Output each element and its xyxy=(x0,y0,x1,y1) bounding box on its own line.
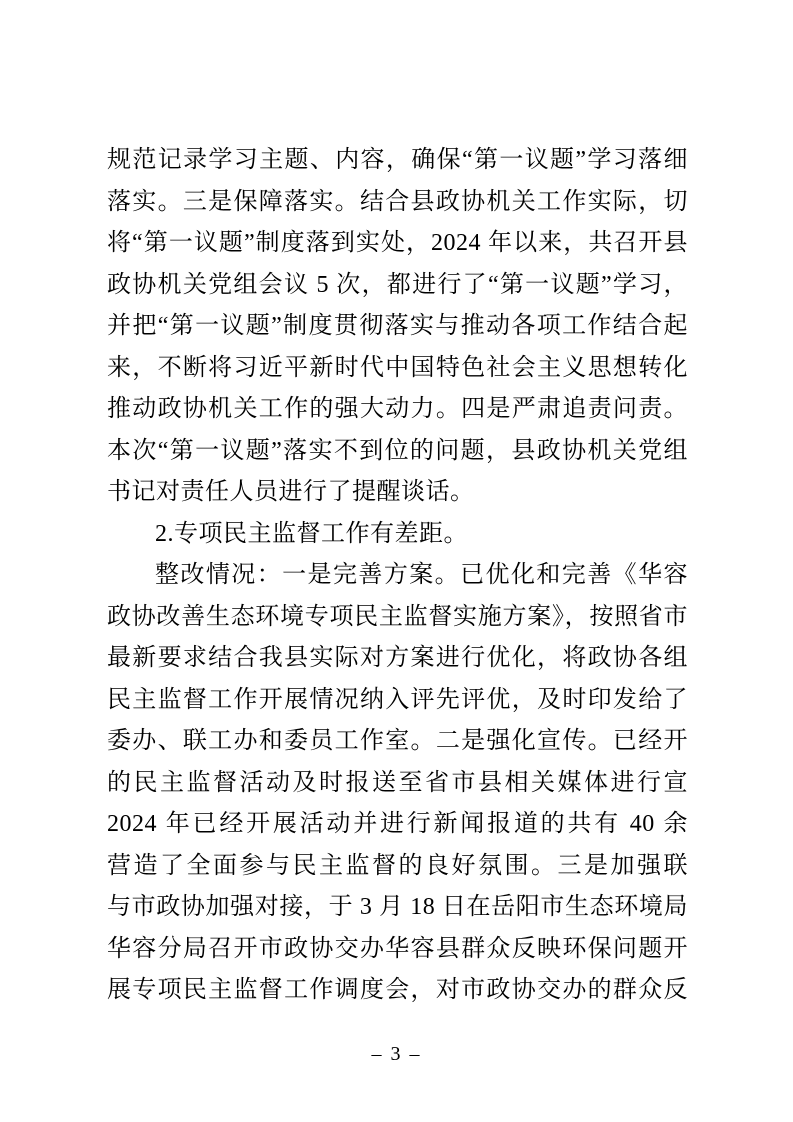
text-line: 2.专项民主监督工作有差距。 xyxy=(155,520,468,547)
text-line: 整改情况：一是完善方案。已优化和完善《华容 xyxy=(155,562,688,588)
page-number: – 3 – xyxy=(371,1043,422,1065)
page-footer xyxy=(0,1043,793,1066)
text-line: 政协改善生态环境专项民主监督实施方案》，按照省市 xyxy=(107,603,688,630)
text-line: 本次“第一议题”落实不到位的问题，县政协机关党组 xyxy=(107,437,688,464)
text-line: 将“第一议题”制度落到实处，2024 年以来，共召开县 xyxy=(107,230,688,256)
text-line: 委办、联工办和委员工作室。二是强化宣传。已经开 xyxy=(107,728,688,754)
text-line: 营造了全面参与民主监督的良好氛围。三是加强联 xyxy=(107,852,688,879)
text-line: 的民主监督活动及时报送至省市县相关媒体进行宣 xyxy=(107,769,688,796)
text-line: 2024 年已经开展活动并进行新闻报道的共有 40 余 xyxy=(107,811,688,837)
text-line: 规范记录学习主题、内容，确保“第一议题”学习落细 xyxy=(107,147,688,173)
text-line: 政协机关党组会议 5 次，都进行了“第一议题”学习， xyxy=(107,271,688,298)
text-line: 最新要求结合我县实际对方案进行优化，将政协各组 xyxy=(107,645,688,671)
text-line: 并把“第一议题”制度贯彻落实与推动各项工作结合起 xyxy=(107,313,688,339)
text-line: 书记对责任人员进行了提醒谈话。 xyxy=(107,479,475,505)
text-line: 落实。三是保障落实。结合县政协机关工作实际，切 xyxy=(107,188,688,215)
text-line: 展专项民主监督工作调度会，对市政协交办的群众反 xyxy=(107,977,688,1003)
text-line: 来，不断将习近平新时代中国特色社会主义思想转化 xyxy=(107,354,688,381)
text-line: 民主监督工作开展情况纳入评先评优，及时印发给了 xyxy=(107,686,688,713)
document-body xyxy=(107,140,688,1012)
text-line: 与市政协加强对接，于 3 月 18 日在岳阳市生态环境局 xyxy=(107,894,688,920)
text-line: 推动政协机关工作的强大动力。四是严肃追责问责。 xyxy=(107,396,688,422)
text-line: 华容分局召开市政协交办华容县群众反映环保问题开 xyxy=(107,935,688,962)
